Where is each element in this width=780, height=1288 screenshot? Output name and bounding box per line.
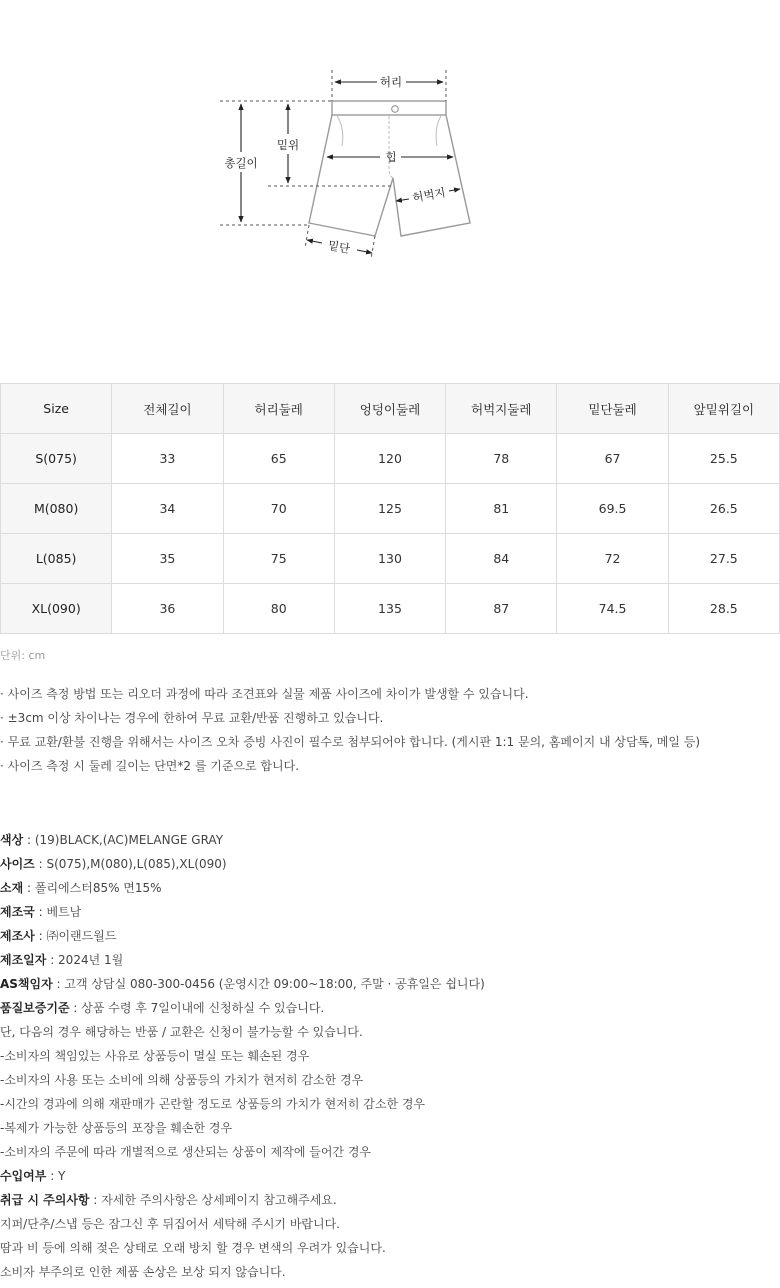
thigh-arrow-left	[396, 199, 409, 201]
header-total-length: 전체길이	[112, 384, 223, 434]
info-quality-guarantee: 품질보증기준 : 상품 수령 후 7일이내에 신청하실 수 있습니다.	[0, 1001, 325, 1015]
note-item: · 무료 교환/환불 진행을 위해서는 사이즈 오차 증빙 사진이 필수로 첨부되어야 합니다. (게시판 1:1 문의, 홈페이지 내 상담톡, 메일 등)	[0, 735, 701, 749]
hem-arrow-right	[357, 250, 372, 253]
thigh-arrow-right	[449, 189, 460, 191]
table-cell: 78	[446, 434, 557, 484]
table-cell: 69.5	[557, 484, 668, 534]
hip-label: 힙	[385, 150, 397, 164]
info-size: 사이즈 : S(075),M(080),L(085),XL(090)	[0, 857, 227, 871]
info-color: 색상 : (19)BLACK,(AC)MELANGE GRAY	[0, 833, 224, 847]
info-country: 제조국 : 베트남	[0, 905, 82, 919]
info-line: 땀과 비 등에 의해 젖은 상태로 오래 방치 할 경우 변색의 우려가 있습니다.	[0, 1241, 386, 1255]
table-cell: 34	[112, 484, 223, 534]
note-item: · ±3cm 이상 차이나는 경우에 한하여 무료 교환/반품 진행하고 있습니다.	[0, 711, 384, 725]
header-thigh: 허벅지둘레	[446, 384, 557, 434]
table-cell: 35	[112, 534, 223, 584]
shorts-measurement-diagram	[0, 0, 780, 280]
info-line: -소비자의 사용 또는 소비에 의해 상품등의 가치가 현저히 감소한 경우	[0, 1073, 364, 1087]
hem-arrow-left	[307, 240, 322, 243]
table-cell-size: XL(090)	[1, 584, 112, 634]
table-cell: 27.5	[668, 534, 779, 584]
size-table	[0, 383, 780, 634]
table-cell: 81	[446, 484, 557, 534]
info-import: 수입여부 : Y	[0, 1169, 66, 1183]
table-cell: 26.5	[668, 484, 779, 534]
info-line: -시간의 경과에 의해 재판매가 곤란할 정도로 상품등의 가치가 현저히 감소한 경우	[0, 1097, 426, 1111]
table-header-row	[1, 384, 780, 434]
info-material: 소재 : 폴리에스터85% 면15%	[0, 881, 162, 895]
info-line: 소비자 부주의로 인한 제품 손상은 보상 되지 않습니다.	[0, 1265, 286, 1279]
thigh-label: 허벅지	[411, 185, 447, 205]
table-row	[1, 534, 780, 584]
info-line: -복제가 가능한 상품등의 포장을 훼손한 경우	[0, 1121, 233, 1135]
waist-label: 허리	[379, 75, 403, 89]
table-cell: 80	[223, 584, 334, 634]
table-cell: 67	[557, 434, 668, 484]
header-hem: 밑단둘레	[557, 384, 668, 434]
table-cell: 135	[334, 584, 445, 634]
header-hip: 엉덩이둘레	[334, 384, 445, 434]
info-manufacturer: 제조사 : ㈜이랜드월드	[0, 929, 117, 943]
table-cell: 75	[223, 534, 334, 584]
table-cell-size: S(075)	[1, 434, 112, 484]
header-front-rise: 앞밑위길이	[668, 384, 779, 434]
table-cell: 130	[334, 534, 445, 584]
note-item: · 사이즈 측정 시 둘레 길이는 단면*2 를 기준으로 합니다.	[0, 759, 300, 773]
table-cell: 125	[334, 484, 445, 534]
header-waist: 허리둘레	[223, 384, 334, 434]
table-cell: 33	[112, 434, 223, 484]
table-cell: 25.5	[668, 434, 779, 484]
table-cell: 70	[223, 484, 334, 534]
table-cell: 72	[557, 534, 668, 584]
info-line: -소비자의 책임있는 사유로 상품등이 멸실 또는 훼손된 경우	[0, 1049, 310, 1063]
info-line: -소비자의 주문에 따라 개별적으로 생산되는 상품이 제작에 들어간 경우	[0, 1145, 372, 1159]
table-cell: 87	[446, 584, 557, 634]
hem-label: 밑단	[326, 238, 352, 256]
total-length-label: 총길이	[224, 156, 258, 170]
size-notes	[0, 686, 700, 782]
info-manufacture-date: 제조일자 : 2024년 1월	[0, 953, 124, 967]
table-cell-size: L(085)	[1, 534, 112, 584]
info-line: 지퍼/단추/스냅 등은 잠그신 후 뒤집어서 세탁해 주시기 바랍니다.	[0, 1217, 340, 1231]
header-size: Size	[1, 384, 112, 434]
unit-label: 단위: cm	[0, 649, 46, 662]
table-row	[1, 434, 780, 484]
shorts-outline	[309, 101, 470, 236]
table-cell: 74.5	[557, 584, 668, 634]
table-cell: 84	[446, 534, 557, 584]
info-line: 단, 다음의 경우 해당하는 반품 / 교환은 신청이 불가능할 수 있습니다.	[0, 1025, 363, 1039]
table-cell: 36	[112, 584, 223, 634]
note-item: · 사이즈 측정 방법 또는 리오더 과정에 따라 조견표와 실물 제품 사이즈에 차이가 발생할 수 있습니다.	[0, 687, 529, 701]
info-as-manager: AS책임자 : 고객 상담실 080-300-0456 (운영시간 09:00~18:00, 주말 · 공휴일은 쉽니다)	[0, 977, 485, 991]
table-cell: 120	[334, 434, 445, 484]
table-row	[1, 484, 780, 534]
table-cell: 28.5	[668, 584, 779, 634]
table-cell: 65	[223, 434, 334, 484]
product-info	[0, 832, 485, 1288]
info-care: 취급 시 주의사항 : 자세한 주의사항은 상세페이지 참고해주세요.	[0, 1193, 337, 1207]
rise-label: 밑위	[276, 138, 300, 152]
table-cell-size: M(080)	[1, 484, 112, 534]
table-row	[1, 584, 780, 634]
